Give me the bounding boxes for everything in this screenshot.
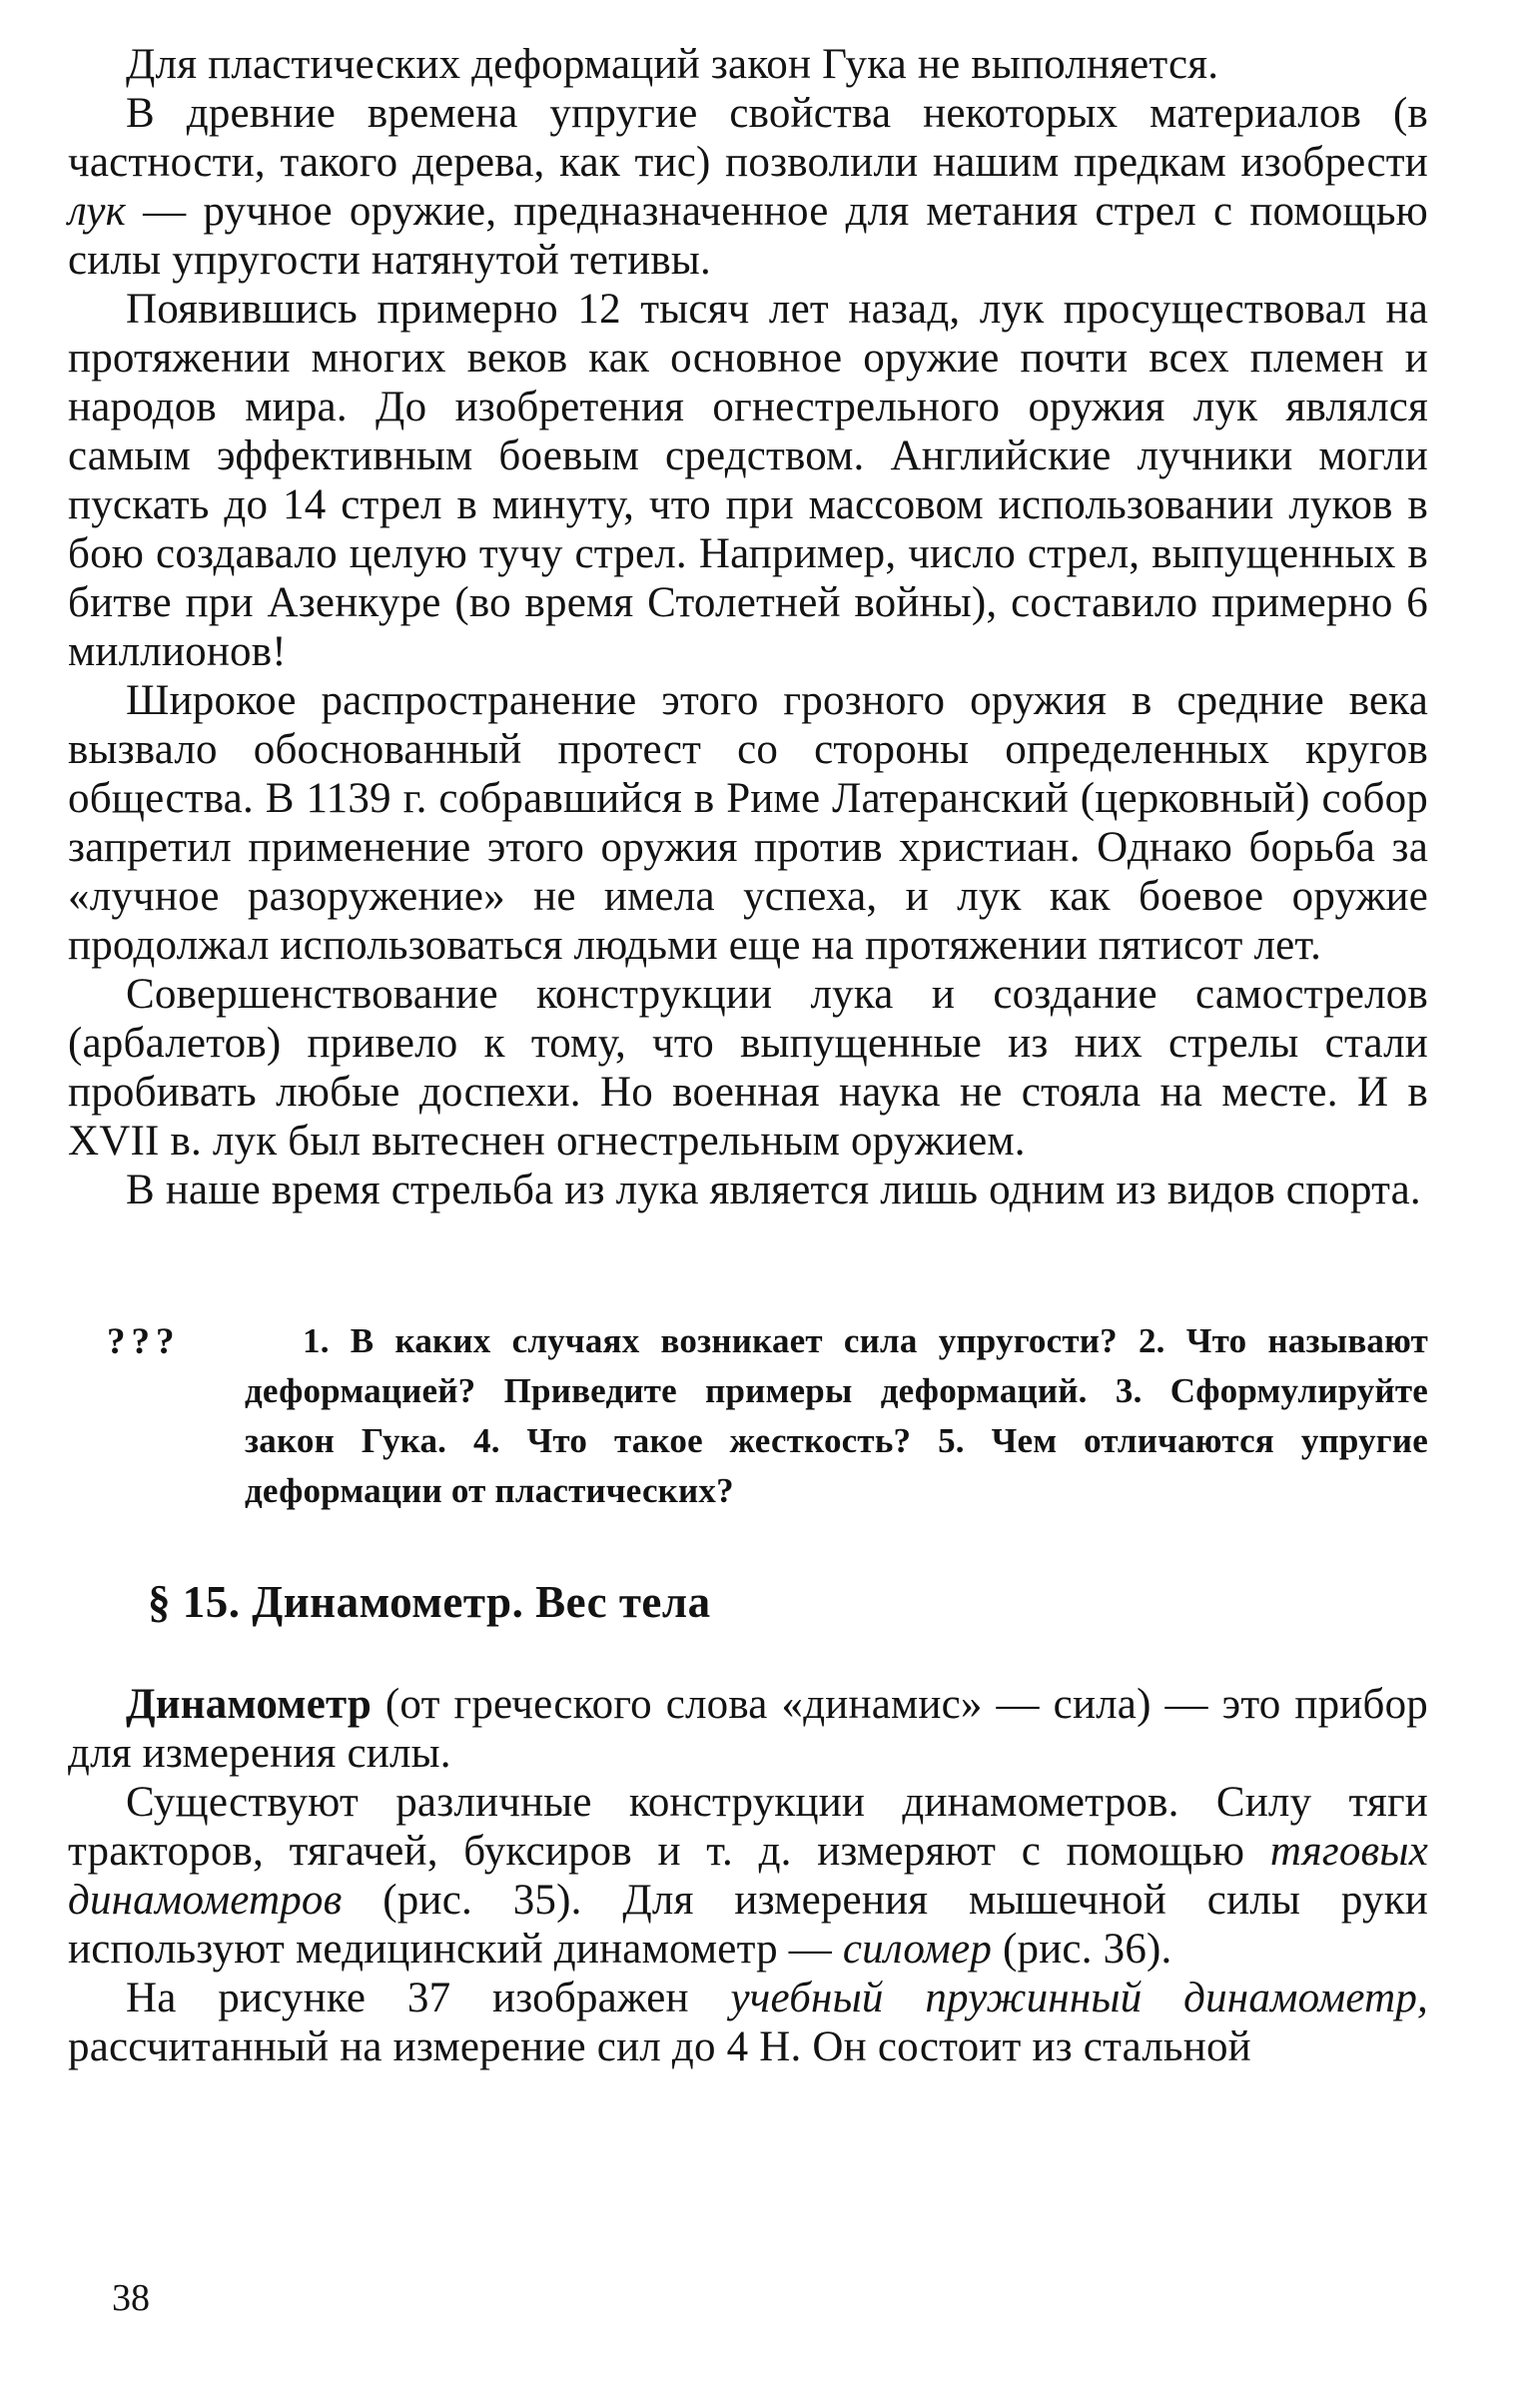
- section-body: [68, 1680, 1428, 2071]
- text-run: Совершенствование конструкции лука и создание самострелов (арбалетов) привело к тому, что выпущенные из них стрелы стали пробивать любые доспехи. Но военная наука не стояла на месте. И в XVII в. лук был вытеснен огнестрельным оружием.: [68, 971, 1428, 1165]
- text-run: (рис. 35). Для измерения мышечной силы руки используют медицинский динамометр —: [68, 1877, 1428, 1973]
- bold-term-dynamometer: Динамометр: [126, 1681, 372, 1728]
- text-run: (от греческого слова «динамис» — сила) — это прибор для измерения силы.: [68, 1681, 1428, 1777]
- italic-term-traction-dynamometers: тяговых динамометров: [68, 1828, 1428, 1924]
- questions-marker: ???: [107, 1321, 181, 1362]
- paragraph-dynamometer-definition: [68, 1680, 1428, 1778]
- text-run: На рисунке 37 изображен: [126, 1975, 731, 2021]
- text-run: В древние времена упругие свойства некоторых материалов (в частности, такого дерева, как тис) позволили нашим предкам изобрести: [68, 90, 1428, 186]
- paragraph-bow-sport: [68, 1166, 1428, 1214]
- text-run: Для пластических деформаций закон Гука не выполняется.: [126, 41, 1219, 88]
- text-run: — ручное оружие, предназначенное для метания стрел с помощью силы упругости натянутой тетивы.: [68, 188, 1428, 284]
- section-heading: § 15. Динамометр. Вес тела: [148, 1577, 711, 1627]
- paragraph-dynamometer-types: [68, 1778, 1428, 1974]
- page-number: 38: [112, 2277, 150, 2319]
- text-run: (рис. 36).: [992, 1926, 1172, 1973]
- page-content: [68, 40, 1428, 2071]
- paragraph-bow-history: [68, 285, 1428, 676]
- questions-text: 1. В каких случаях возникает сила упругости? 2. Что называют деформацией? Приведите примеры деформаций. 3. Сформулируйте закон Гука. 4. Что такое жесткость? 5. Чем отличаются упругие деформации от пластических?: [245, 1321, 1428, 1510]
- paragraph-school-dynamometer: [68, 1974, 1428, 2071]
- text-run: Широкое распространение этого грозного оружия в средние века вызвало обоснованный протест со стороны определенных кругов общества. В 1139 г. собравшийся в Риме Латеранский (церковный) собор запретил применение этого оружия против христиан. Однако борьба за «лучное разоружение» не имела успеха, и лук как боевое оружие продолжал использоваться людьми еще на протяжении пятисот лет.: [68, 677, 1428, 969]
- text-run: В наше время стрельба из лука является лишь одним из видов спорта.: [126, 1167, 1421, 1213]
- text-run: Появившись примерно 12 тысяч лет назад, лук просуществовал на протяжении многих веков как основное оружие почти всех племен и народов мира. До изобретения огнестрельного оружия лук являлся самым эффективным боевым средством. Английские лучники могли пускать до 14 стрел в минуту, что при массовом использовании луков в бою создавало целую тучу стрел. Например, число стрел, выпущенных в битве при Азенкуре (во время Столетней войны), составило примерно 6 миллионов!: [68, 286, 1428, 675]
- paragraph-plastic-deformation: [68, 40, 1428, 89]
- italic-term-school-spring-dynamometer: учебный пружинный динамометр,: [730, 1975, 1428, 2021]
- review-questions: [68, 1316, 1428, 1516]
- text-run: Существуют различные конструкции динамометров. Силу тяги тракторов, тягачей, буксиров и т. д. измеряют с помощью: [68, 1779, 1428, 1875]
- paragraph-ancient-bow: [68, 89, 1428, 285]
- text-run: рассчитанный на измерение сил до 4 Н. Он состоит из стальной: [68, 2023, 1251, 2070]
- paragraph-bow-ban: [68, 676, 1428, 970]
- paragraph-crossbow: [68, 970, 1428, 1166]
- italic-term-silometer: силомер: [842, 1926, 993, 1973]
- italic-term-bow: лук: [68, 188, 126, 235]
